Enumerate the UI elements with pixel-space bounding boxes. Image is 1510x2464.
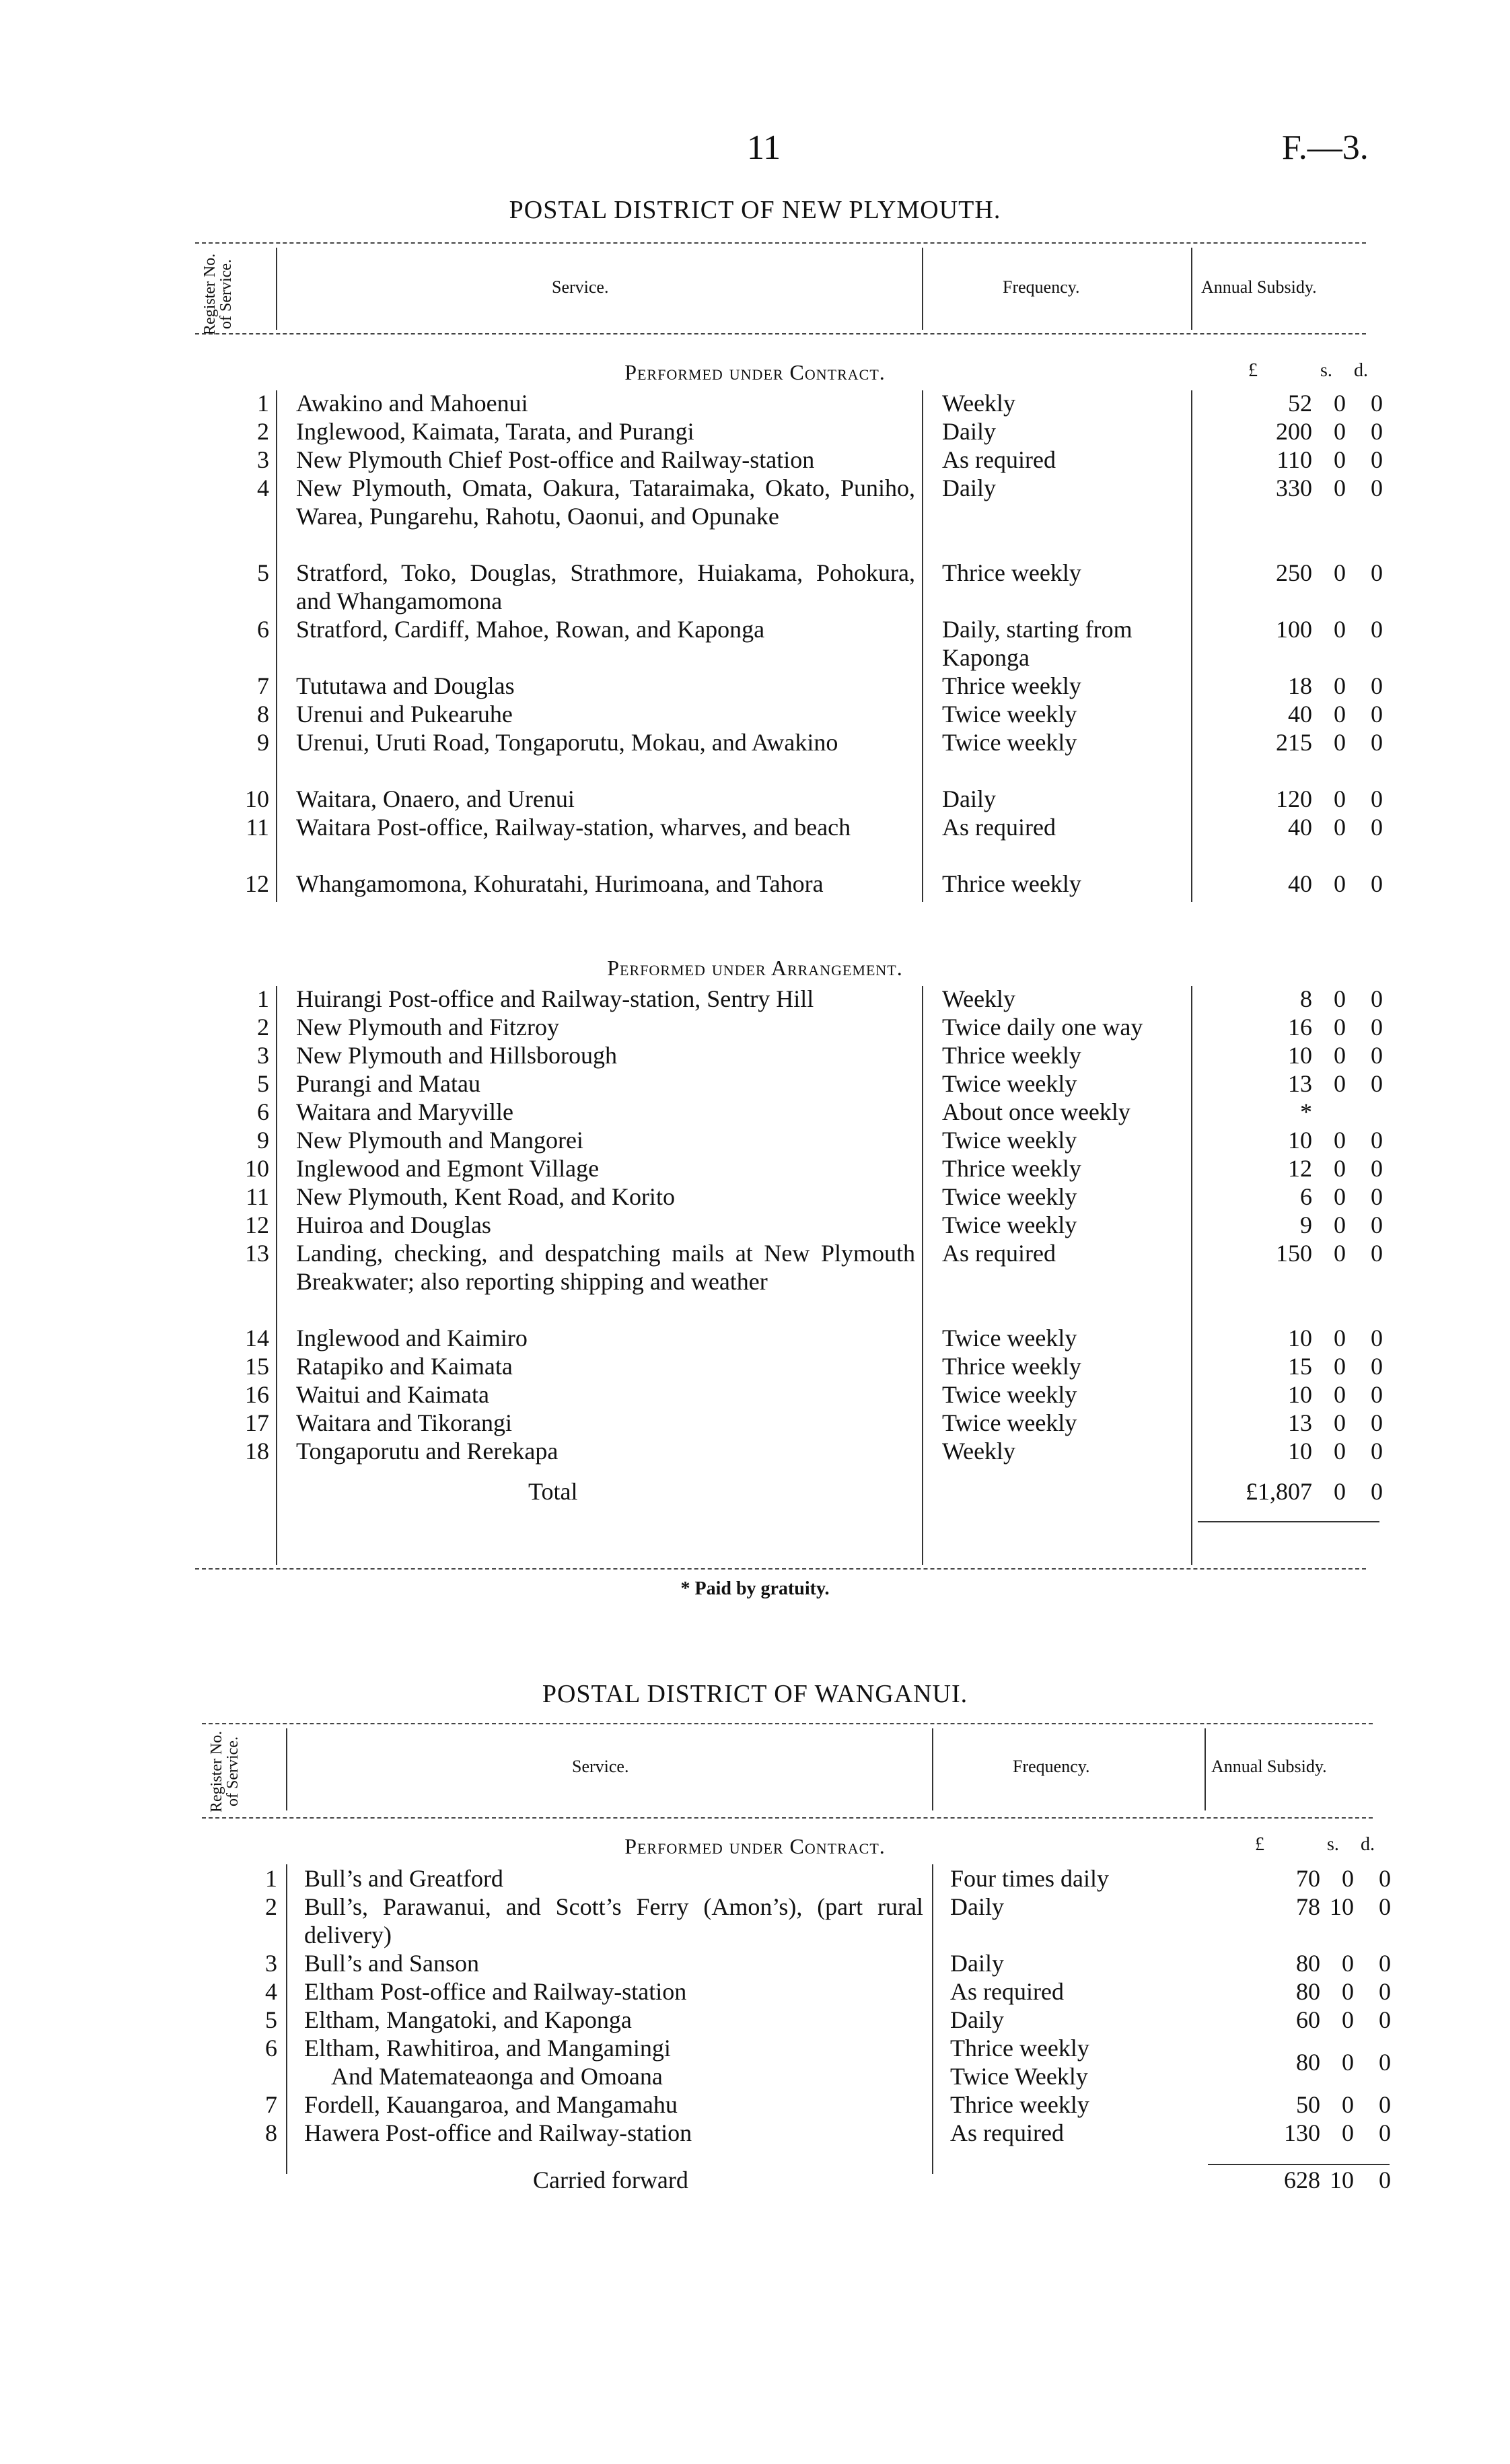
pence: 0 [1371,785,1383,812]
shillings: 0 [1334,729,1346,756]
frequency: Daily [942,474,996,501]
pence: 0 [1371,814,1383,841]
register-no: 16 [245,1381,269,1408]
frequency: Weekly [942,390,1016,417]
carried-forward-rule [1208,2164,1390,2165]
table-bottom-rule [195,1568,1366,1570]
shillings: 0 [1334,446,1346,473]
pence: 0 [1371,701,1383,728]
pence: 0 [1371,1127,1383,1154]
frequency: Daily [942,418,996,445]
frequency: Daily [950,1950,1004,1977]
column-divider [276,986,277,1565]
service-name: Eltham, Mangatoki, and Kaponga [304,2006,632,2033]
service-name: Whangamomona, Kohuratahi, Hurimoana, and Tahora [296,870,824,897]
service-name: Eltham, Rawhitiroa, and Mangamingi [304,2035,671,2062]
service-name: Landing, checking, and despatching mails at New Plymouth Breakwater; also reporting shipping and weather [296,1240,915,1295]
pence: 0 [1371,1353,1383,1380]
pence: 0 [1371,1014,1383,1041]
frequency: Twice weekly [942,1183,1077,1210]
register-no: 6 [257,616,269,643]
register-no: 8 [257,701,269,728]
pounds: 10 [1288,1325,1312,1351]
register-no: 5 [257,559,269,586]
pounds: 9 [1300,1211,1312,1238]
column-divider [286,1728,287,1810]
column-divider [922,986,923,1565]
column-divider [1191,986,1192,1565]
frequency: Twice weekly [942,1070,1077,1097]
pounds: 16 [1288,1014,1312,1041]
shillings: 0 [1334,1127,1346,1154]
column-divider [276,248,277,330]
register-no: 12 [245,870,269,897]
pence: 0 [1379,1978,1391,2005]
pounds: 120 [1276,785,1312,812]
pounds: 40 [1288,870,1312,897]
service-name: Huiroa and Douglas [296,1211,491,1238]
service-name: Inglewood, Kaimata, Tarata, and Purangi [296,418,694,445]
pounds: * [1300,1098,1312,1125]
register-column-header: Register No. of Service. [201,253,235,336]
frequency: Thrice weekly [942,1155,1081,1182]
pounds: 10 [1288,1042,1312,1069]
register-column-header: Register No. of Service. [208,1730,242,1813]
register-no: 5 [265,2006,277,2033]
register-no: 1 [257,985,269,1012]
service-name: Inglewood and Egmont Village [296,1155,600,1182]
shillings: 0 [1334,559,1346,586]
register-no: 9 [257,1127,269,1154]
shillings: 0 [1334,701,1346,728]
pence: 0 [1371,1211,1383,1238]
frequency: Daily, starting from Kaponga [942,616,1132,671]
subsidy-column-header: Annual Subsidy. [1201,277,1317,297]
pounds: 40 [1288,701,1312,728]
pounds: 100 [1276,616,1312,643]
pounds: 130 [1284,2119,1320,2146]
shillings: 0 [1334,1183,1346,1210]
shillings: 0 [1334,1014,1346,1041]
shillings: 0 [1334,870,1346,897]
pounds: 78 [1296,1893,1320,1920]
pounds: 250 [1276,559,1312,586]
service-name: New Plymouth Chief Post-office and Railway-station [296,446,815,473]
column-divider [932,1864,933,2174]
shillings: 0 [1334,1325,1346,1351]
section-heading-arrangement: Performed under Arrangement. [607,956,903,980]
pence: 0 [1371,729,1383,756]
document-reference: F.—3. [1282,129,1369,167]
register-no: 4 [265,1978,277,2005]
pounds: 60 [1296,2006,1320,2033]
register-no: 10 [245,1155,269,1182]
frequency: As required [942,1240,1056,1267]
page-number: 11 [747,129,781,167]
pounds: 8 [1300,985,1312,1012]
register-no: 10 [245,785,269,812]
register-no: 11 [246,1183,269,1210]
service-name: Hawera Post-office and Railway-station [304,2119,692,2146]
register-no: 6 [265,2035,277,2062]
service-name: New Plymouth and Mangorei [296,1127,583,1154]
service-name: Waitui and Kaimata [296,1381,489,1408]
service-name: Stratford, Toko, Douglas, Strathmore, Huiakama, Pohokura, and Whangamomona [296,559,915,614]
unit-shillings: s. [1320,360,1332,381]
footnote: * Paid by gratuity. [680,1578,830,1599]
service-name: And Matemateaonga and Omoana [331,2063,663,2090]
register-no: 14 [245,1325,269,1351]
pounds: 15 [1288,1353,1312,1380]
pounds: 10 [1288,1438,1312,1465]
pounds: 200 [1276,418,1312,445]
district-title-new-plymouth: POSTAL DISTRICT OF NEW PLYMOUTH. [509,196,1001,224]
shillings: 0 [1334,814,1346,841]
shillings: 0 [1342,1865,1354,1892]
pence: 0 [1371,985,1383,1012]
district-title-wanganui: POSTAL DISTRICT OF WANGANUI. [542,1680,968,1708]
frequency-column-header: Frequency. [1013,1757,1090,1776]
frequency: As required [950,2119,1064,2146]
column-divider [1205,1728,1206,1810]
service-name: Eltham Post-office and Railway-station [304,1978,687,2005]
service-name: Bull’s and Sanson [304,1950,480,1977]
frequency-column-header: Frequency. [1003,277,1080,297]
pounds: 150 [1276,1240,1312,1267]
total-label: Total [528,1478,578,1505]
header-bottom-rule [195,333,1366,335]
shillings: 0 [1334,616,1346,643]
service-name: Waitara and Tikorangi [296,1409,513,1436]
pence: 0 [1379,2119,1391,2146]
pence: 0 [1371,1240,1383,1267]
register-no: 5 [257,1070,269,1097]
register-no: 15 [245,1353,269,1380]
shillings: 0 [1334,672,1346,699]
frequency: Twice weekly [942,701,1077,728]
service-name: Huirangi Post-office and Railway-station, Sentry Hill [296,985,814,1012]
unit-pence: d. [1354,360,1368,381]
frequency: Twice daily one way [942,1014,1143,1041]
pounds: 10 [1288,1127,1312,1154]
total-pounds: £1,807 [1246,1478,1312,1505]
pence: 0 [1371,1438,1383,1465]
frequency: Thrice weekly [942,559,1081,586]
service-name: Urenui and Pukearuhe [296,701,513,728]
register-no: 6 [257,1098,269,1125]
service-name: New Plymouth, Kent Road, and Korito [296,1183,675,1210]
carried-forward-label: Carried forward [533,2167,688,2193]
pounds: 13 [1288,1409,1312,1436]
shillings: 0 [1342,2049,1354,2076]
shillings: 0 [1334,1070,1346,1097]
pence: 0 [1379,2049,1391,2076]
register-no: 17 [245,1409,269,1436]
shillings: 0 [1342,1950,1354,1977]
shillings: 0 [1334,1211,1346,1238]
pounds: 80 [1296,2049,1320,2076]
pounds: 13 [1288,1070,1312,1097]
unit-pounds: £ [1255,1834,1264,1855]
shillings: 0 [1334,1155,1346,1182]
register-no: 7 [257,672,269,699]
frequency: Daily [950,2006,1004,2033]
service-column-header: Service. [572,1757,629,1776]
register-no: 3 [257,1042,269,1069]
pounds: 70 [1296,1865,1320,1892]
pence: 0 [1371,616,1383,643]
frequency: Daily [950,1893,1004,1920]
service-name: Fordell, Kauangaroa, and Mangamahu [304,2091,678,2118]
pence: 0 [1379,2091,1391,2118]
frequency: Four times daily [950,1865,1109,1892]
pounds: 80 [1296,1950,1320,1977]
shillings: 0 [1334,785,1346,812]
unit-shillings: s. [1327,1834,1339,1855]
service-column-header: Service. [552,277,609,297]
column-divider [286,1864,287,2174]
frequency: Twice weekly [942,1211,1077,1238]
frequency: As required [950,1978,1064,2005]
column-divider [922,390,923,902]
subsidy-column-header: Annual Subsidy. [1211,1757,1327,1776]
pence: 0 [1371,1381,1383,1408]
shillings: 10 [1330,1893,1354,1920]
register-no: 18 [245,1438,269,1465]
frequency: Thrice weekly [942,672,1081,699]
service-name: New Plymouth and Hillsborough [296,1042,617,1069]
pence: 0 [1371,446,1383,473]
shillings: 0 [1334,1353,1346,1380]
frequency: Thrice weekly [950,2035,1089,2062]
shillings: 0 [1342,2091,1354,2118]
header-bottom-rule [202,1817,1373,1819]
service-name: Bull’s, Parawanui, and Scott’s Ferry (Amon’s), (part rural delivery) [304,1893,923,1948]
pounds: 6 [1300,1183,1312,1210]
shillings: 0 [1334,390,1346,417]
shillings: 0 [1334,985,1346,1012]
service-name: Waitara, Onaero, and Urenui [296,785,575,812]
header-top-rule [202,1723,1373,1724]
frequency: As required [942,814,1056,841]
pence: 0 [1379,1893,1391,1920]
register-no: 13 [245,1240,269,1267]
frequency: Twice weekly [942,729,1077,756]
register-no: 9 [257,729,269,756]
shillings: 0 [1342,2119,1354,2146]
shillings: 0 [1334,1240,1346,1267]
pence: 0 [1371,1070,1383,1097]
unit-pence: d. [1361,1834,1375,1855]
column-divider [276,390,277,902]
frequency: About once weekly [942,1098,1130,1125]
pence: 0 [1371,1042,1383,1069]
register-no: 1 [265,1865,277,1892]
column-divider [932,1728,933,1810]
shillings: 0 [1342,1978,1354,2005]
service-name: Bull’s and Greatford [304,1865,503,1892]
pence: 0 [1371,1155,1383,1182]
frequency: As required [942,446,1056,473]
pence: 0 [1379,1950,1391,1977]
frequency: Twice weekly [942,1325,1077,1351]
carried-pence: 0 [1379,2167,1391,2193]
shillings: 0 [1334,1042,1346,1069]
register-no: 3 [257,446,269,473]
service-name: Awakino and Mahoenui [296,390,528,417]
register-no: 2 [257,1014,269,1041]
pounds: 80 [1296,1978,1320,2005]
pounds: 330 [1276,474,1312,501]
shillings: 0 [1342,2006,1354,2033]
pence: 0 [1371,418,1383,445]
service-name: Waitara and Maryville [296,1098,513,1125]
shillings: 0 [1334,418,1346,445]
unit-pounds: £ [1248,360,1258,381]
frequency: Thrice weekly [950,2091,1089,2118]
column-divider [1191,248,1192,330]
pounds: 52 [1288,390,1312,417]
shillings: 0 [1334,1381,1346,1408]
frequency: Daily [942,785,996,812]
register-no: 3 [265,1950,277,1977]
pence: 0 [1371,1409,1383,1436]
service-name: New Plymouth, Omata, Oakura, Tataraimaka, Okato, Puniho, Warea, Pungarehu, Rahotu, Oaonui, and Opunake [296,474,915,530]
pence: 0 [1371,390,1383,417]
frequency: Weekly [942,1438,1016,1465]
service-name: Tongaporutu and Rerekapa [296,1438,559,1465]
frequency: Twice weekly [942,1381,1077,1408]
shillings: 0 [1334,1409,1346,1436]
service-name: Urenui, Uruti Road, Tongaporutu, Mokau, and Awakino [296,729,838,756]
register-no: 12 [245,1211,269,1238]
header-top-rule [195,242,1366,244]
pounds: 12 [1288,1155,1312,1182]
frequency: Thrice weekly [942,1042,1081,1069]
frequency: Twice weekly [942,1409,1077,1436]
service-name: Waitara Post-office, Railway-station, wharves, and beach [296,814,851,841]
register-no: 7 [265,2091,277,2118]
frequency: Twice Weekly [950,2063,1088,2090]
total-rule [1198,1521,1379,1522]
total-shillings: 0 [1334,1478,1346,1505]
register-no: 2 [265,1893,277,1920]
pence: 0 [1371,672,1383,699]
total-pence: 0 [1371,1478,1383,1505]
pence: 0 [1371,870,1383,897]
shillings: 0 [1334,474,1346,501]
register-no: 11 [246,814,269,841]
frequency: Weekly [942,985,1016,1012]
service-name: Tututawa and Douglas [296,672,515,699]
section-heading-contract: Performed under Contract. [624,1834,886,1858]
pounds: 110 [1277,446,1312,473]
column-divider [922,248,923,330]
shillings: 0 [1334,1438,1346,1465]
pounds: 40 [1288,814,1312,841]
frequency: Thrice weekly [942,1353,1081,1380]
register-no: 1 [257,390,269,417]
register-no: 8 [265,2119,277,2146]
column-divider [1191,390,1192,902]
pounds: 18 [1288,672,1312,699]
pounds: 215 [1276,729,1312,756]
service-name: Ratapiko and Kaimata [296,1353,513,1380]
section-heading-contract: Performed under Contract. [624,360,886,384]
service-name: New Plymouth and Fitzroy [296,1014,559,1041]
pence: 0 [1379,1865,1391,1892]
service-name: Stratford, Cardiff, Mahoe, Rowan, and Kaponga [296,616,765,643]
carried-pounds: 628 [1284,2167,1320,2193]
pence: 0 [1379,2006,1391,2033]
register-no: 2 [257,418,269,445]
service-name: Purangi and Matau [296,1070,480,1097]
pence: 0 [1371,1325,1383,1351]
service-name: Inglewood and Kaimiro [296,1325,528,1351]
frequency: Twice weekly [942,1127,1077,1154]
frequency: Thrice weekly [942,870,1081,897]
pence: 0 [1371,474,1383,501]
register-no: 4 [257,474,269,501]
carried-shillings: 10 [1330,2167,1354,2193]
pounds: 50 [1296,2091,1320,2118]
pence: 0 [1371,559,1383,586]
pence: 0 [1371,1183,1383,1210]
pounds: 10 [1288,1381,1312,1408]
